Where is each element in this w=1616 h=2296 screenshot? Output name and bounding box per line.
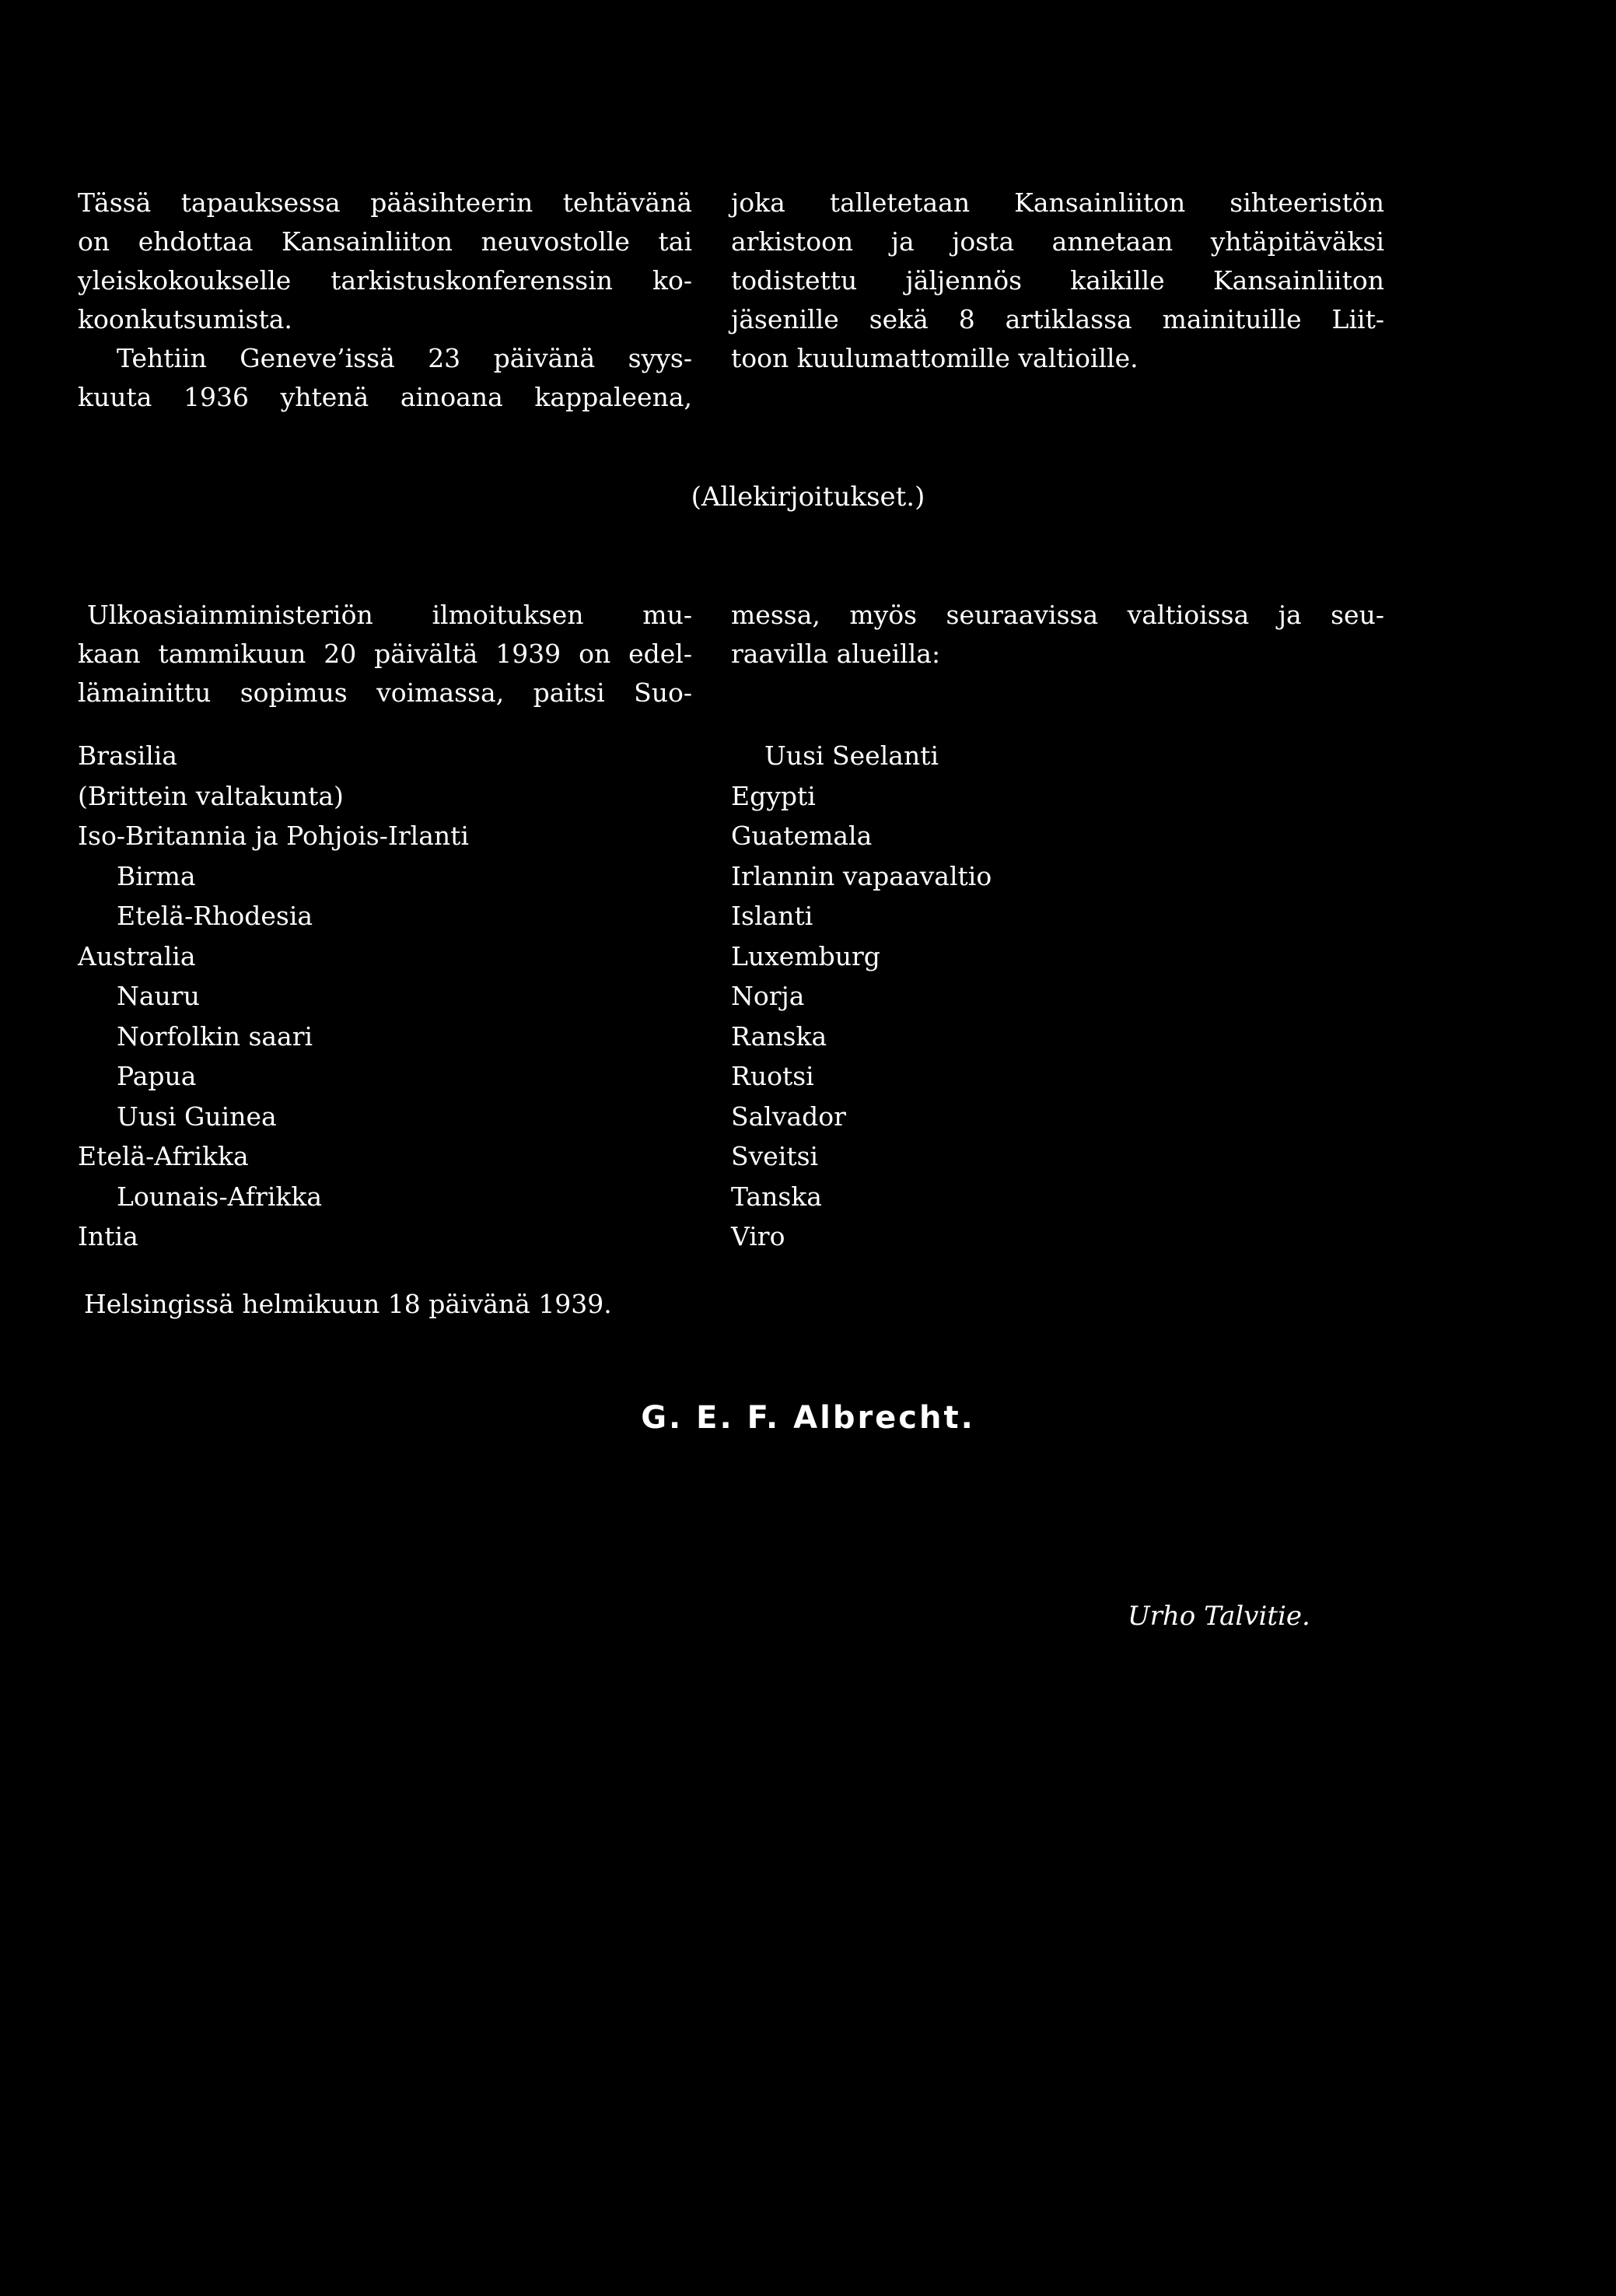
text-line: Tehtiin Geneve’issä 23 päivänä syys- — [117, 343, 692, 373]
list-item: Tanska — [731, 1181, 822, 1212]
middle-right-paragraph — [731, 596, 1384, 674]
list-item: Irlannin vapaavaltio — [731, 860, 992, 891]
text-line: toon kuulumattomille valtioille. — [731, 343, 1139, 373]
list-item: Intia — [78, 1221, 138, 1251]
list-item: Iso-Britannia ja Pohjois-Irlanti — [78, 821, 469, 851]
list-item: Egypti — [731, 780, 816, 811]
list-item: Norja — [731, 981, 805, 1011]
list-item: Luxemburg — [731, 940, 880, 971]
list-item: Norfolkin saari — [117, 1020, 313, 1052]
list-item: Etelä-Rhodesia — [117, 901, 313, 931]
text-line: kuuta 1936 yhtenä ainoana kappaleena, — [78, 382, 692, 412]
text-line: lämainittu sopimus voimassa, paitsi Suo- — [78, 677, 692, 708]
text-line: kaan tammikuun 20 päivältä 1939 on edel- — [78, 639, 692, 669]
list-item: Etelä-Afrikka — [78, 1141, 249, 1171]
text-line: Ulkoasiainministeriön ilmoituksen mu- — [87, 600, 692, 630]
text-line: Tässä tapauksessa pääsihteerin tehtävänä — [78, 187, 692, 218]
list-item: Salvador — [731, 1101, 846, 1132]
top-left-paragraph — [78, 184, 692, 417]
list-item: Uusi Seelanti — [764, 740, 939, 771]
list-item: Viro — [731, 1221, 785, 1251]
list-item: Uusi Guinea — [117, 1101, 277, 1132]
list-item: Ruotsi — [731, 1061, 814, 1091]
text-line: jäsenille sekä 8 artiklassa mainituille Liit- — [731, 304, 1384, 334]
signatory-main: G. E. F. Albrecht. — [641, 1400, 975, 1436]
list-item: Lounais-Afrikka — [117, 1181, 323, 1212]
left-country-list — [78, 736, 469, 1257]
list-item: Sveitsi — [731, 1141, 819, 1171]
list-item: Ranska — [731, 1020, 827, 1052]
signatures-note: (Allekirjoitukset.) — [691, 481, 925, 513]
right-country-list — [731, 736, 992, 1257]
list-item: Australia — [78, 940, 196, 971]
place-date: Helsingissä helmikuun 18 päivänä 1939. — [84, 1289, 612, 1319]
list-item: Papua — [117, 1061, 197, 1091]
text-line: arkistoon ja josta annetaan yhtäpitäväksi — [731, 226, 1384, 257]
top-right-paragraph — [731, 184, 1384, 378]
list-item: (Brittein valtakunta) — [78, 780, 344, 811]
text-line: yleiskokoukselle tarkistuskonferenssin ko- — [78, 265, 692, 296]
text-line: todistettu jäljennös kaikille Kansainliiton — [731, 265, 1384, 296]
text-line: koonkutsumista. — [78, 304, 292, 334]
text-line: raavilla alueilla: — [731, 639, 941, 669]
list-item: Brasilia — [78, 740, 177, 771]
text-line: messa, myös seuraavissa valtioissa ja seu- — [731, 600, 1384, 630]
list-item: Birma — [117, 860, 196, 891]
list-item: Guatemala — [731, 821, 873, 851]
list-item: Nauru — [117, 981, 200, 1011]
text-line: on ehdottaa Kansainliiton neuvostolle tai — [78, 226, 692, 257]
text-line: joka talletetaan Kansainliiton sihteeristön — [731, 187, 1384, 218]
signatory-second: Urho Talvitie. — [1128, 1601, 1310, 1632]
middle-left-paragraph — [78, 596, 692, 712]
list-item: Islanti — [731, 901, 813, 931]
